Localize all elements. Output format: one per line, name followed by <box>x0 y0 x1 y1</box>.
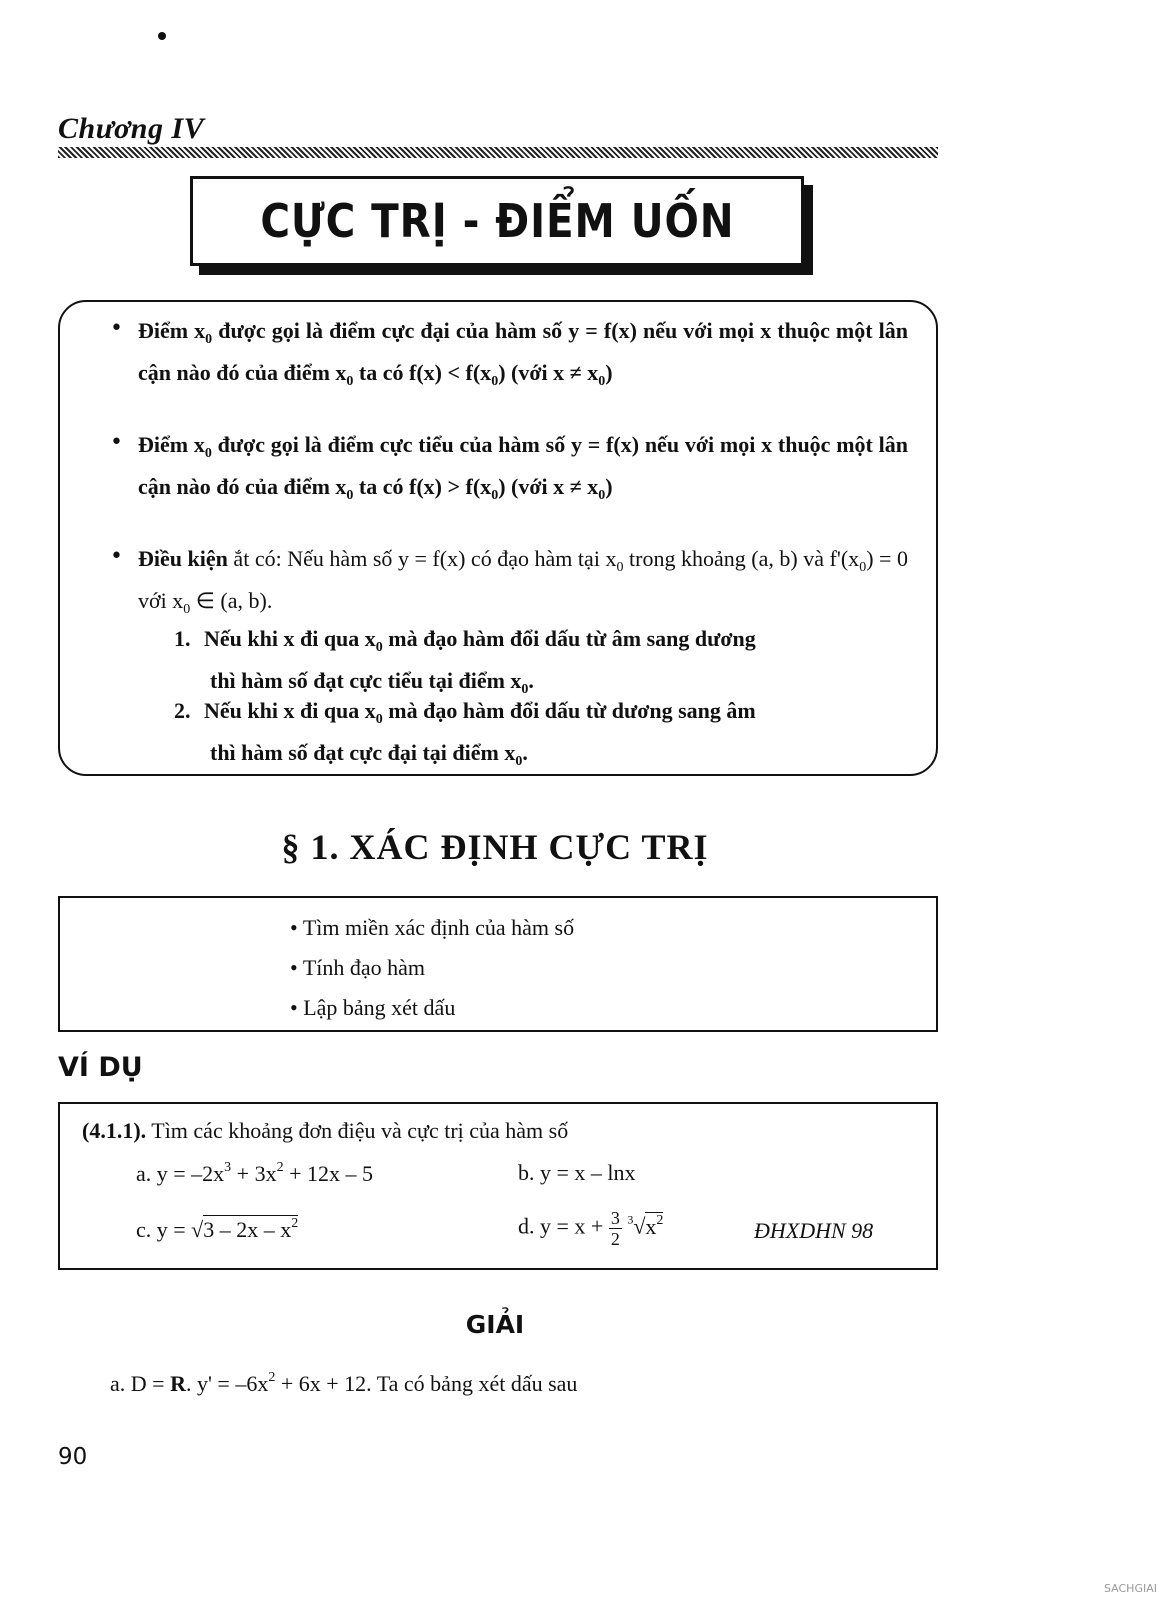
steps-box <box>58 896 938 1032</box>
example-part-a: a. $y = -2x^3 + 3x^2 + 12x - 5$ <box>136 1160 374 1186</box>
ink-dot <box>158 32 166 40</box>
bullet-icon: • <box>110 544 123 569</box>
bullet-icon: • <box>110 316 123 341</box>
rule-item: 2. Nếu khi x đi qua $x_0$ mà đạo hàm đổi dấu từ dương sang âm thì hàm số đạt cực đại tại điểm $x_0$. <box>174 698 756 769</box>
chapter-title-box <box>190 176 804 266</box>
page-number: 90 <box>58 1444 88 1470</box>
example-part-c: c. $y = √3 - 2x - x^2$ <box>136 1216 299 1242</box>
list-item: • Lập bảng xét dấu <box>290 995 456 1020</box>
steps-list <box>290 908 574 1028</box>
necessary-condition: Điều kiện ắt có: Nếu hàm số y = f(x) có đạo hàm tại $x_0$ trong khoảng (a, b) và $f'(x_0) = 0$ với $x_0$ ∈ (a, b). <box>138 546 908 617</box>
list-item: • Tính đạo hàm <box>290 955 426 980</box>
solution-line: a. D = R. $y' = -6x^2 + 6x + 12$. Ta có bảng xét dấu sau <box>110 1370 578 1396</box>
example-part-d: d. y = x + $\frac{3}{2}$ $^3√x^2$ <box>518 1208 664 1249</box>
list-item: • Tìm miền xác định của hàm số <box>290 915 575 940</box>
chapter-rule <box>58 147 938 158</box>
watermark-logo: SACHGIAI <box>1103 1582 1157 1595</box>
chapter-label: Chương IV <box>58 112 205 145</box>
example-heading: VÍ DỤ <box>58 1052 143 1083</box>
rule-item: 1. Nếu khi x đi qua $x_0$ mà đạo hàm đổi dấu từ âm sang dương thì hàm số đạt cực tiểu tại điểm $x_0$. <box>174 626 756 697</box>
bullet-icon: • <box>110 430 123 455</box>
example-box <box>58 1102 938 1270</box>
source-label: ĐHXDHN 98 <box>754 1218 874 1243</box>
definition-maximum: Điểm $x_0$ được gọi là điểm cực đại của hàm số y = f(x) nếu với mọi x thuộc một lân cận nào đó của điểm $x_0$ ta có $f(x) < f(x_0)$ (với $x \ne x_0$) <box>138 318 908 389</box>
definition-minimum: Điểm $x_0$ được gọi là điểm cực tiểu của hàm số y = f(x) nếu với mọi x thuộc một lân cận nào đó của điểm $x_0$ ta có $f(x) > f(x_0)$ (với $x \ne x_0$) <box>138 432 908 503</box>
chapter-title: CỰC TRỊ - ĐIỂM UỐN <box>259 194 735 248</box>
example-part-b: b. y = x – lnx <box>518 1160 636 1185</box>
section-heading: § 1. XÁC ĐỊNH CỰC TRỊ <box>281 827 709 867</box>
example-prompt: (4.1.1). Tìm các khoảng đơn điệu và cực trị của hàm số <box>82 1118 569 1143</box>
solution-heading: GIẢI <box>465 1310 525 1339</box>
fraction: $\frac{3}{2}$ <box>610 1208 620 1249</box>
